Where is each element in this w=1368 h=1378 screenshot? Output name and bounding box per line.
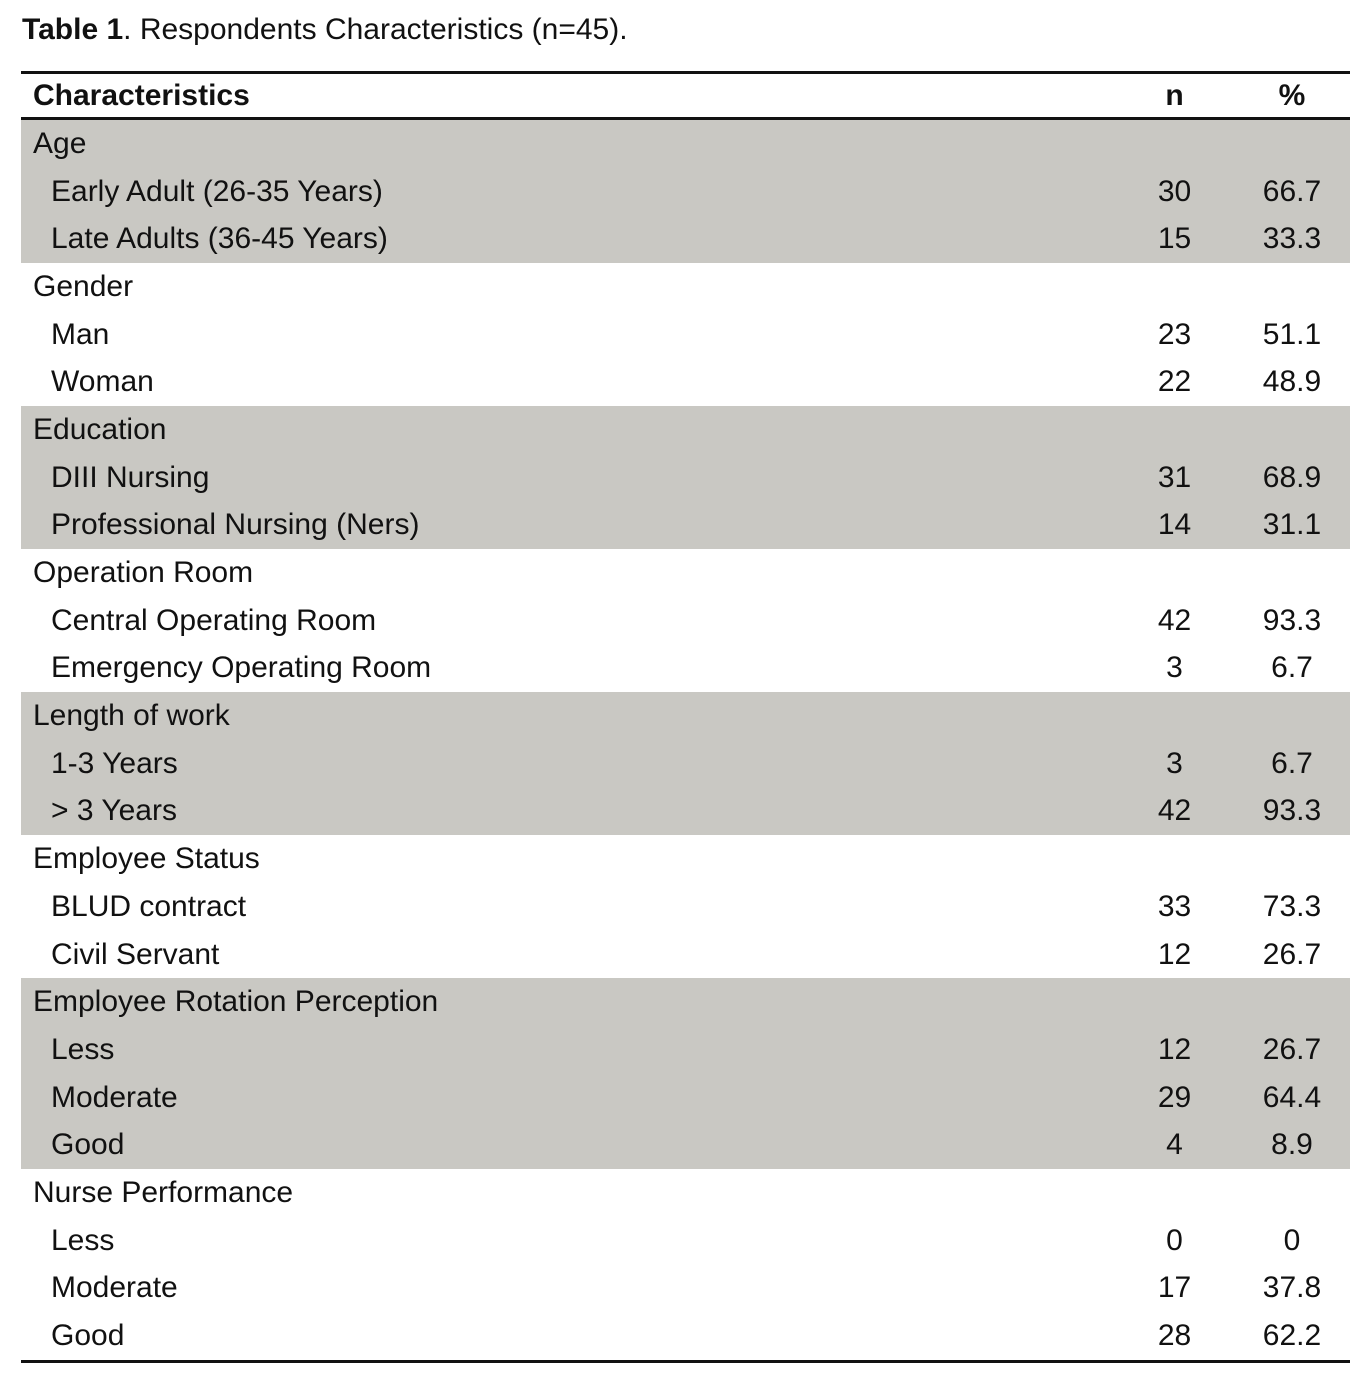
table-row [21,502,1350,550]
group-row [21,549,1350,597]
table-row [21,740,1350,788]
row-label: BLUD contract [51,889,247,923]
row-n: 14 [1115,502,1234,550]
table-row [21,358,1350,406]
group-row [21,835,1350,883]
group-label: Gender [33,269,134,303]
header-characteristics: Characteristics [33,78,250,112]
row-n: 31 [1115,454,1234,502]
row-percent: 8.9 [1234,1121,1350,1169]
table-caption-text: . Respondents Characteristics (n=45). [123,13,628,46]
row-label: DIII Nursing [21,454,1115,502]
group-percent-cell [1234,263,1350,311]
group-row [21,978,1350,1026]
row-percent: 62.2 [1262,1319,1322,1353]
group-n-cell [1115,119,1234,168]
row-label: Civil Servant [51,937,220,971]
group-label: Nurse Performance [33,1175,294,1209]
table-row [21,311,1350,359]
group-percent-cell [1234,835,1350,883]
group-label: Education [21,406,1115,454]
row-label: Less [21,1026,1115,1074]
row-percent: 93.3 [1234,788,1350,836]
row-n: 4 [1115,1121,1234,1169]
row-percent: 6.7 [1271,651,1313,685]
group-n-cell [1115,549,1234,597]
table-header [21,73,1350,119]
group-row [21,1169,1350,1217]
group-percent-cell [1234,1169,1350,1217]
row-n: 0 [1166,1223,1183,1257]
row-n: 28 [1157,1319,1192,1353]
row-percent: 26.7 [1262,937,1322,971]
table-row [21,1217,1350,1265]
row-label: Central Operating Room [51,603,377,637]
row-label: Less [51,1223,115,1257]
table-caption-label: Table 1 [22,13,124,46]
row-n: 3 [1166,651,1183,685]
table-row [21,1074,1350,1122]
table-row [21,597,1350,645]
row-label: 1-3 Years [21,740,1115,788]
row-n: 30 [1115,168,1234,216]
group-label: Length of work [21,692,1115,740]
row-label: Woman [51,365,154,399]
row-label: Late Adults (36-45 Years) [21,215,1115,263]
row-n: 22 [1157,365,1192,399]
row-label: > 3 Years [21,788,1115,836]
group-percent-cell [1234,119,1350,168]
table-row [21,1026,1350,1074]
group-percent-cell [1234,692,1350,740]
table-row [21,883,1350,931]
row-label: Moderate [51,1271,178,1305]
row-percent: 93.3 [1262,603,1322,637]
row-label: Good [21,1121,1115,1169]
table-row [21,215,1350,263]
row-label: Emergency Operating Room [51,651,432,685]
row-n: 29 [1115,1074,1234,1122]
row-n: 12 [1115,1026,1234,1074]
row-n: 17 [1157,1271,1192,1305]
group-n-cell [1115,978,1234,1026]
group-n-cell [1115,835,1234,883]
row-n: 42 [1115,788,1234,836]
row-percent: 66.7 [1234,168,1350,216]
row-label: Moderate [21,1074,1115,1122]
header-percent: % [1278,78,1306,112]
row-percent: 0 [1283,1223,1301,1257]
table-row [21,1312,1350,1361]
table-row [21,1121,1350,1169]
table-row [21,788,1350,836]
group-n-cell [1115,406,1234,454]
row-percent: 33.3 [1234,215,1350,263]
row-percent: 6.7 [1234,740,1350,788]
group-row [21,406,1350,454]
row-percent: 68.9 [1234,454,1350,502]
group-percent-cell [1234,978,1350,1026]
respondents-characteristics-table [21,71,1350,1363]
row-n: 3 [1115,740,1234,788]
table-row [21,1265,1350,1313]
header-row [21,73,1350,119]
table-row [21,454,1350,502]
header-n: n [1165,78,1184,112]
group-label: Employee Status [33,842,260,876]
row-n: 12 [1157,937,1192,971]
row-percent: 73.3 [1262,889,1322,923]
group-n-cell [1115,692,1234,740]
row-label: Man [51,317,110,351]
table-caption [22,12,628,48]
group-row [21,692,1350,740]
row-label: Good [51,1319,125,1353]
group-label: Operation Room [33,556,254,590]
table-body [21,119,1350,1362]
row-percent: 48.9 [1262,365,1322,399]
row-n: 42 [1157,603,1192,637]
row-percent: 64.4 [1234,1074,1350,1122]
group-n-cell [1115,263,1234,311]
row-percent: 31.1 [1234,502,1350,550]
row-n: 23 [1157,317,1192,351]
row-percent: 26.7 [1234,1026,1350,1074]
row-label: Early Adult (26-35 Years) [21,168,1115,216]
group-percent-cell [1234,406,1350,454]
table-row [21,645,1350,693]
group-percent-cell [1234,549,1350,597]
row-n: 15 [1115,215,1234,263]
group-n-cell [1115,1169,1234,1217]
row-label: Professional Nursing (Ners) [21,502,1115,550]
row-n: 33 [1157,889,1192,923]
group-label: Employee Rotation Perception [21,978,1115,1026]
table-row [21,931,1350,979]
group-label: Age [21,119,1115,168]
table-row [21,168,1350,216]
group-row [21,119,1350,168]
group-row [21,263,1350,311]
row-percent: 51.1 [1262,317,1322,351]
row-percent: 37.8 [1262,1271,1322,1305]
